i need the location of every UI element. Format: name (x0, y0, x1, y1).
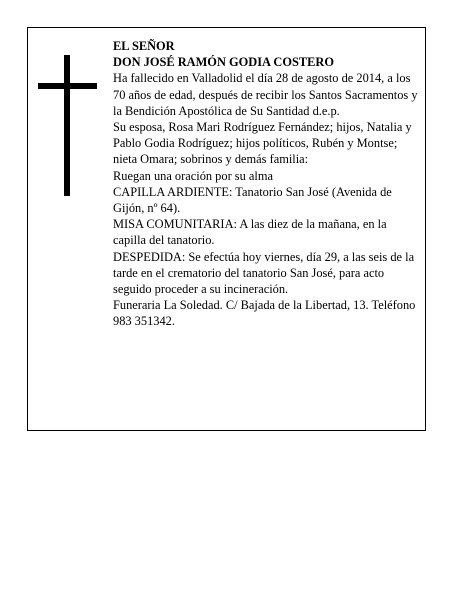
family-list: Su esposa, Rosa Mari Rodríguez Fernández; hijos, Natalia y Pablo Godia Rodríguez; hijos políticos, Rubén y Montse; nieta Omara; sobrinos y demás familia: (113, 120, 412, 167)
cross-vertical-bar (64, 55, 70, 196)
obituary-text (113, 38, 422, 330)
deceased-name: DON JOSÉ RAMÓN GODIA COSTERO (113, 55, 334, 70)
mass-info: MISA COMUNITARIA: A las diez de la mañana, en la capilla del tanatorio. (113, 217, 387, 248)
prayer-request: Ruegan una oración por su alma (113, 168, 273, 183)
chapel-info: CAPILLA ARDIENTE: Tanatorio San José (Avenida de Gijón, nº 64). (113, 184, 392, 216)
death-announcement: Ha fallecido en Valladolid el día 28 de agosto de 2014, a los 70 años de edad, después de recibir los Santos Sacramentos y la Bendición Apostólica de Su Santidad d.e.p. (113, 71, 418, 118)
funeral-home-info: Funeraria La Soledad. C/ Bajada de la Libertad, 13. Teléfono 983 351342. (113, 298, 416, 329)
notice-title: EL SEÑOR (113, 39, 175, 53)
farewell-info: DESPEDIDA: Se efectúa hoy viernes, día 29, a las seis de la tarde en el crematorio del tanatorio San José, para acto seguido proceder a su incineración. (113, 249, 415, 297)
cross-horizontal-bar (38, 83, 97, 89)
